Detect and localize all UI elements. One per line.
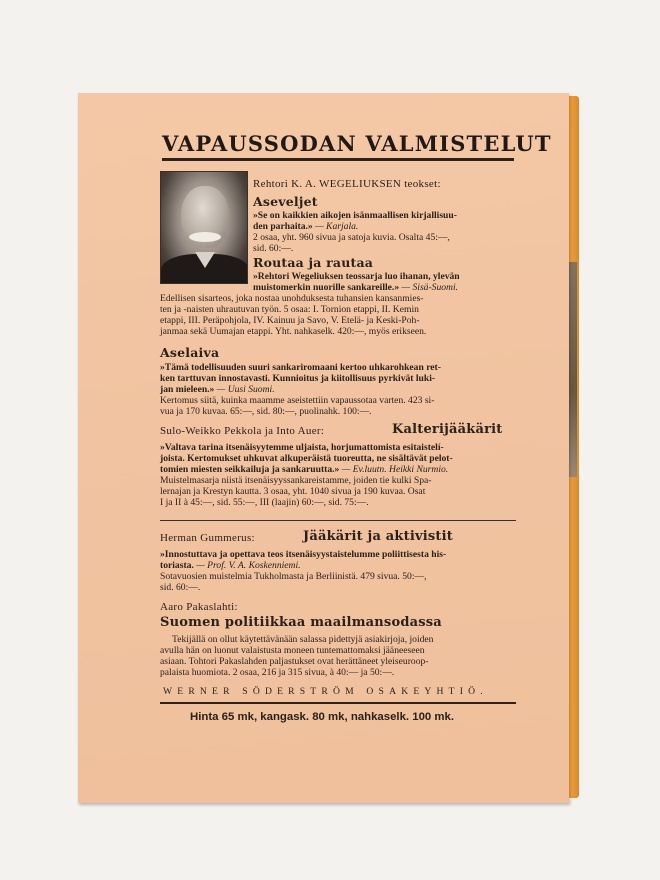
- politiikka-author: Aaro Pakaslahti:: [160, 601, 238, 613]
- jaakarit-details-1: Sotavuosien muistelmia Tukholmasta ja Berliinistä. 479 sivua. 50:—,: [160, 571, 427, 582]
- kalteri-authors: Sulo-Weikko Pekkola ja Into Auer:: [160, 425, 325, 437]
- aseveljet-details-2: sid. 60:—.: [253, 243, 294, 254]
- aseveljet-quote-1: »Se on kaikkien aikojen isänmaallisen kirjallisuu-: [253, 210, 457, 221]
- jaakarit-quote-2: toriasta. — Prof. V. A. Koskenniemi.: [160, 560, 301, 571]
- aseveljet-details-1: 2 osaa, yht. 960 sivua ja satoja kuvia. Osalta 45:—,: [253, 232, 450, 243]
- kalteri-details-2: lernajan ja Krestyn kautta. 3 osaa, yht. 1040 sivua ja 190 kuvaa. Osat: [160, 486, 426, 497]
- kalteri-heading: Kalterijääkärit: [392, 422, 503, 437]
- kalteri-details-1: Muistelmasarja niistä itsenäisyyssankareistamme, joiden tie kulki Spa-: [160, 475, 432, 486]
- routaa-details-2: ten ja -naisten uhrautuvan työn. 5 osaa: I. Tornion etappi, II. Kemin: [160, 304, 419, 315]
- kalteri-details-3: I ja II à 45:—, sid. 55:—, III (laajin) 60:—, sid. 75:—.: [160, 497, 369, 508]
- kalteri-quote-2: joista. Kertomukset uhkuvat alkuperäistä tuoreutta, ne sisältävät pelot-: [160, 453, 453, 464]
- jaakarit-heading: Jääkärit ja aktivistit: [303, 529, 453, 544]
- routaa-details-3: etappi, III. Peräpohjola, IV. Kainuu ja Savo, V. Etelä- ja Keski-Poh-: [160, 315, 420, 326]
- politiikka-details-3: asiaan. Tohtori Pakaslahden paljastukset ovat herättäneet yleiseuroop-: [160, 656, 429, 667]
- aselaiva-quote-2: ken tarttuvan innostavasti. Kunnioitus ja kiitollisuus pyrkivät luki-: [160, 373, 436, 384]
- aselaiva-heading: Aselaiva: [160, 345, 220, 360]
- author-portrait: [160, 171, 248, 284]
- publisher-rule: [160, 702, 516, 704]
- politiikka-details-4: palaista huomiota. 2 osaa, 216 ja 315 sivua, à 40:— ja 50:—.: [160, 667, 395, 678]
- routaa-quote-1: »Rehtori Wegeliuksen teossarja luo ihanan, ylevän: [253, 271, 460, 282]
- title-rule: [162, 158, 514, 161]
- page-title: VAPAUSSODAN VALMISTELUT: [162, 131, 552, 156]
- jaakarit-details-2: sid. 60:—.: [160, 582, 201, 593]
- politiikka-heading: Suomen politiikkaa maailmansodassa: [160, 615, 442, 630]
- routaa-heading: Routaa ja rautaa: [253, 255, 374, 270]
- politiikka-details-1: Tekijällä on ollut käytettävänään salassa pidettyjä asiakirjoja, joiden: [172, 634, 434, 645]
- price-line: Hinta 65 mk, kangask. 80 mk, nahkaselk. 100 mk.: [190, 711, 455, 723]
- routaa-details-1: Edellisen sisarteos, joka nostaa unohduksesta tuhansien kansanmies-: [160, 293, 424, 304]
- aseveljet-heading: Aseveljet: [253, 194, 318, 209]
- jaakarit-quote-1: »Innostuttava ja opettava teos itsenäisyystaistelumme poliittisesta his-: [160, 549, 447, 560]
- section-divider: [160, 520, 516, 521]
- kalteri-quote-1: »Valtava tarina itsenäisyytemme uljaista, horjumattomista esitaistelí-: [160, 442, 444, 453]
- aselaiva-quote-3: jan mieleen.» — Uusi Suomi.: [160, 384, 275, 395]
- aselaiva-details-2: vua ja 170 kuvaa. 65:—, sid. 80:—, puolinahk. 100:—.: [160, 406, 372, 417]
- publisher-name: WERNER SÖDERSTRÖM OSAKEYHTIÖ.: [163, 686, 488, 697]
- aseveljet-quote-2: den parhaita.» — Karjala.: [253, 221, 359, 232]
- routaa-quote-2: muistomerkin nuorille sankareille.» — Sisä-Suomi.: [253, 282, 459, 293]
- aselaiva-details-1: Kertomus siitä, kuinka maamme aseistettiin vapaussotaa varten. 423 si-: [160, 395, 435, 406]
- routaa-details-4: janmaa sekä Uumajan etappi. Yht. nahkaselk. 420:—, myös erikseen.: [160, 326, 427, 337]
- kalteri-quote-3: tomien miesten seikkailuja ja sankaruutta.» — Ev.luutn. Heikki Nurmio.: [160, 464, 449, 475]
- jaakarit-author: Herman Gummerus:: [160, 532, 255, 544]
- aselaiva-quote-1: »Tämä todellisuuden suuri sankariromaani kertoo uhkarohkean ret-: [160, 362, 441, 373]
- wegelius-intro: Rehtori K. A. WEGELIUKSEN teokset:: [253, 178, 441, 190]
- politiikka-details-2: avulla hän on luonut valaistusta moneen tuntemattomaksi jääneeseen: [160, 645, 425, 656]
